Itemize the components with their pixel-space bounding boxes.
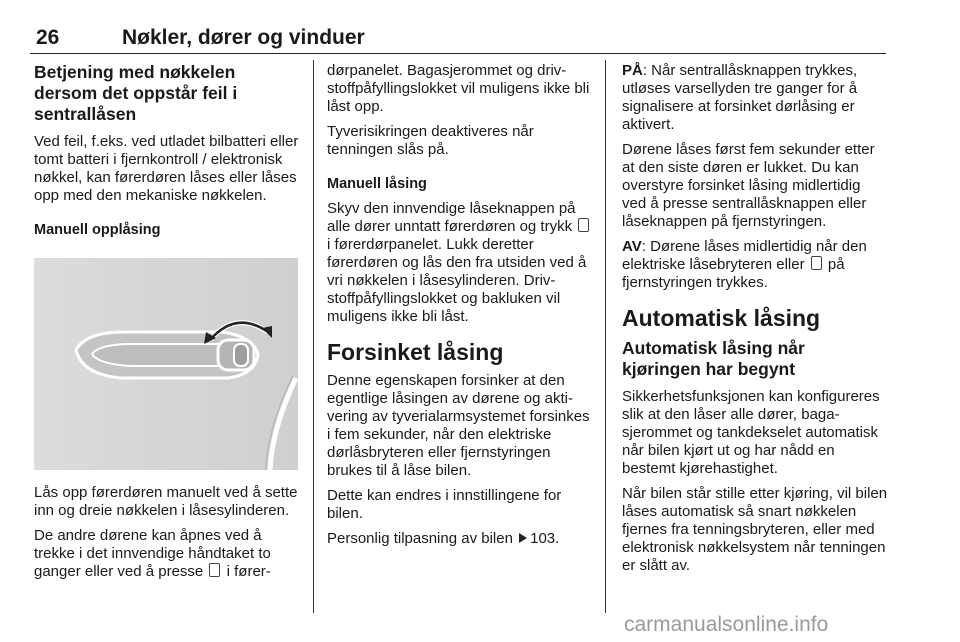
watermark: carmanualsonline.info [624,613,829,636]
manual-lock-heading: Manuell låsing [327,176,427,192]
lock-button-icon [209,563,220,577]
automatic-locking-heading: Automatisk låsing [622,305,821,331]
manual-lock-paragraph: Skyv den innvendige låseknappen på alle dører unntatt førerdøren og trykk i førerdørpanelet. Lukk deretter førerdøren og lås den fra utsiden ved å vri nøkkelen i låsesylinderen. Drivstoffpåfyllingslokket og bakluken vil muligens ikke bli låst. [327,200,593,326]
off-setting-paragraph: AV: Dørene låses midlertidig når den elektriske låsebryteren eller på fjernstyringen trykkes. [622,238,867,291]
personalization-reference: Personlig tilpasning av bilen 103. [327,530,560,547]
unlock-instruction: Lås opp førerdøren manuelt ved å sette inn og dreie nøkkelen i låsesylinderen. [34,484,298,519]
middle-column [327,62,593,555]
settings-paragraph: Dette kan endres i innstillingene for bilen. [327,487,562,522]
manual-unlock-heading: Manuell opplåsing [34,222,161,238]
header-rule [30,53,886,54]
right-column [622,62,888,582]
page-header [30,26,886,52]
door-handle-illustration [34,258,298,470]
intro-paragraph: Ved feil, f.eks. ved utladet bilbatteri eller tomt batteri i fjernkontroll / elektronisk nøkkel, kan førerdøren låses eller låses opp med den mekaniske nøkkelen. [34,133,299,204]
section-heading-central-lock-fault: Betjening med nøkkelen dersom det oppstår feil i sentrallåsen [34,62,238,124]
column-divider-2 [605,60,606,613]
page-number: 26 [36,26,60,49]
stationary-lock-paragraph: Når bilen står stille etter kjøring, vil bilen låses automatisk så snart nøkkelen fjernes fra tenningsbryteren, eller med elektronisk nøkkelsystem når tenningen er slått av. [622,485,888,574]
immobiliser-paragraph: Tyverisikringen deaktiveres når tenningen slås på. [327,123,534,158]
lock-button-icon [578,218,589,232]
page-title: Nøkler, dører og vinduer [122,26,365,49]
auto-lock-driving-heading: Automatisk låsing når kjøringen har begynt [622,338,805,379]
page-reference-icon [519,533,527,543]
on-setting-paragraph: PÅ: Når sentrallåsknappen trykkes, utløses varsellyden tre ganger for å signalisere at forsinket dørlåsing er aktivert. [622,62,858,133]
doors-lock-paragraph: Dørene låses først fem sekunder etter at den siste døren er lukket. Du kan overstyre forsinket låsing midlertidig ved å presse sentrallåsknappen eller låseknappen på fjernstyringen. [622,141,875,230]
other-doors-paragraph: De andre dørene kan åpnes ved å trekke i det innvendige håndtaket to ganger eller ved å presse i fører- [34,527,271,580]
auto-lock-paragraph: Sikkerhetsfunksjonen kan konfigureres slik at den låser alle dører, bagasjerommet og tankdekselet automatisk når bilen kjørt ut og har nådd en bestemt kjørehastighet. [622,388,880,477]
delayed-locking-heading: Forsinket låsing [327,339,504,365]
delayed-locking-paragraph: Denne egenskapen forsinker at den egentlige låsingen av dørene og aktivering av tyverialarmsystemet forsinkes i fem sekunder, når den elektriske dørlåsbryteren eller fjernstyringen brukes til å låse bilen. [327,372,590,479]
left-column [34,62,300,588]
door-handle-drawing [34,258,298,470]
column-divider-1 [313,60,314,613]
door-panel-paragraph: dørpanelet. Bagasjerommet og drivstoffpåfyllingslokket vil muligens ikke bli låst opp. [327,62,590,115]
lock-button-icon [811,256,822,270]
